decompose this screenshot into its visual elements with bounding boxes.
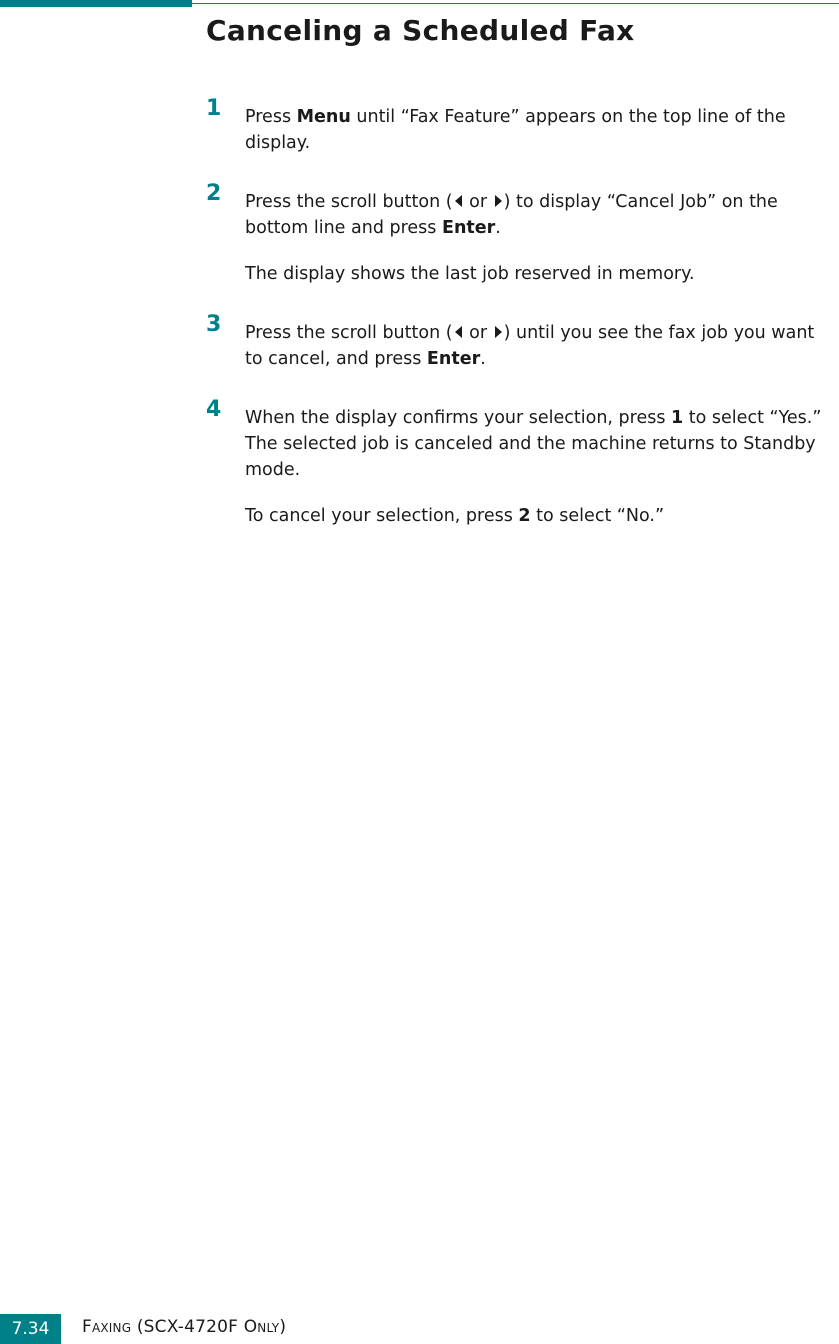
menu-button-label: Menu bbox=[296, 107, 351, 127]
header-rule bbox=[192, 3, 839, 4]
footer-section-title: Faxing (SCX-4720F Only) bbox=[82, 1317, 287, 1337]
step-number: 4 bbox=[206, 397, 222, 422]
page-title: Canceling a Scheduled Fax bbox=[206, 14, 635, 47]
step-text: Press the scroll button ( or ) to display “Cancel Job” on the bottom line and press Enter. bbox=[245, 192, 778, 238]
step-2 bbox=[206, 181, 836, 287]
step-note: The display shows the last job reserved in memory. bbox=[245, 264, 695, 284]
step-number: 3 bbox=[206, 312, 222, 337]
enter-button-label: Enter bbox=[441, 218, 496, 238]
key-2-label: 2 bbox=[518, 506, 531, 526]
step-number: 2 bbox=[206, 181, 222, 206]
step-text: Press Menu until “Fax Feature” appears on the top line of the display. bbox=[245, 107, 786, 153]
step-text: When the display confirms your selection, press 1 to select “Yes.” The selected job is canceled and the machine returns to Standby mode. bbox=[245, 408, 822, 480]
step-note: To cancel your selection, press 2 to select “No.” bbox=[245, 506, 665, 526]
page-number: 7.34 bbox=[0, 1314, 61, 1344]
step-3 bbox=[206, 312, 836, 372]
step-number: 1 bbox=[206, 96, 222, 121]
step-1 bbox=[206, 96, 836, 156]
header-accent-bar bbox=[0, 0, 192, 7]
triangle-left-icon bbox=[455, 195, 462, 207]
step-text: Press the scroll button ( or ) until you see the fax job you want to cancel, and press Enter. bbox=[245, 323, 815, 369]
triangle-right-icon bbox=[495, 326, 502, 338]
triangle-left-icon bbox=[455, 326, 462, 338]
key-1-label: 1 bbox=[671, 408, 684, 428]
enter-button-label: Enter bbox=[426, 349, 481, 369]
step-4 bbox=[206, 397, 836, 529]
triangle-right-icon bbox=[495, 195, 502, 207]
